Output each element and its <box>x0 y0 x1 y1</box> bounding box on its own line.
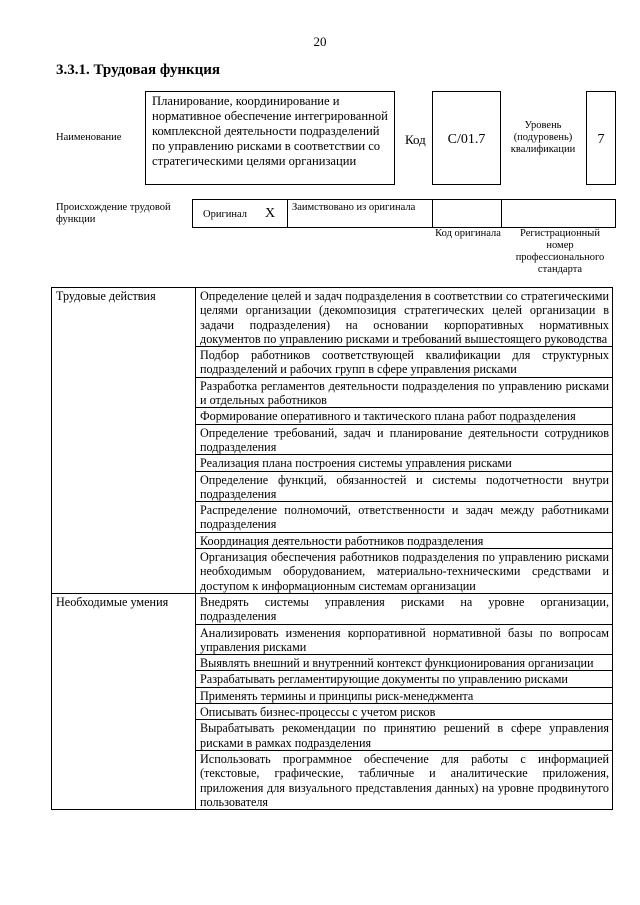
list-item: Формирование оперативного и тактического плана работ подразделения <box>196 408 613 424</box>
origin-label: Происхождение трудовой функции <box>56 202 171 225</box>
kod-label: Код <box>405 132 426 147</box>
list-item: Определение функций, обязанностей и системы подотчетности внутри подразделения <box>196 471 613 502</box>
level-value: 7 <box>586 91 616 185</box>
reg-number-cell <box>501 199 616 228</box>
list-item: Организация обеспечения работников подразделения по управлению рисками необходимым оборудованием, материально-техническими средствами и доступом к информационным системам организации <box>196 549 613 594</box>
list-item: Описывать бизнес-процессы с учетом рисков <box>196 704 613 720</box>
list-item: Подбор работников соответствующей квалификации для структурных подразделений и рабочих групп в сфере управления рисками <box>196 347 613 378</box>
table-row <box>52 593 613 624</box>
kod-value: С/01.7 <box>432 91 501 185</box>
naimenovanie-label: Наименование <box>56 132 122 143</box>
requirements-table <box>51 287 613 810</box>
reg-number-caption: Регистрационный номер профессионального стандарта <box>515 228 605 275</box>
list-item: Разработка регламентов деятельности подразделения по управлению рисками и отдельных работников <box>196 377 613 408</box>
level-label: Уровень (подуровень) квалификации <box>510 120 576 155</box>
list-item: Разрабатывать регламентирующие документы по управлению рисками <box>196 671 613 687</box>
section-header: Трудовые действия <box>52 288 196 594</box>
original-mark: X <box>265 206 276 221</box>
list-item: Вырабатывать рекомендации по принятию решений в сфере управления рисками в рамках подразделения <box>196 720 613 751</box>
list-item: Выявлять внешний и внутренний контекст функционирования организации <box>196 655 613 671</box>
list-item: Внедрять системы управления рисками на уровне организации, подразделения <box>196 593 613 624</box>
list-item: Применять термины и принципы риск-менеджмента <box>196 687 613 703</box>
kod-original-cell <box>432 199 502 228</box>
section-title: 3.3.1. Трудовая функция <box>56 62 221 78</box>
list-item: Распределение полномочий, ответственности и задач между работниками подразделения <box>196 502 613 533</box>
kod-original-caption: Код оригинала <box>435 228 501 239</box>
original-label: Оригинал <box>203 209 247 220</box>
table-row <box>52 288 613 347</box>
list-item: Координация деятельности работников подразделения <box>196 532 613 548</box>
section-header: Необходимые умения <box>52 593 196 809</box>
list-item: Использовать программное обеспечение для работы с информацией (текстовые, графические, табличные и аналитические приложения, приложения для визуального представления данных) на уровне продвинутого пользователя <box>196 750 613 809</box>
list-item: Определение целей и задач подразделения в соответствии со стратегическими целями организации (декомпозиция стратегических целей организации в задачи подразделения) на основании корпоративных нормативных документов по управлению рисками и требований вышестоящего руководства <box>196 288 613 347</box>
list-item: Определение требований, задач и планирование деятельности сотрудников подразделения <box>196 424 613 455</box>
function-name-box: Планирование, координирование и нормативное обеспечение интегрированной комплексной деятельности подразделений по управлению рисками в соответствии со стратегическими целями организации <box>145 91 395 185</box>
original-cell <box>192 199 288 228</box>
page-number: 20 <box>313 34 327 49</box>
list-item: Реализация плана построения системы управления рисками <box>196 455 613 471</box>
borrowed-cell: Заимствовано из оригинала <box>287 199 433 228</box>
list-item: Анализировать изменения корпоративной нормативной базы по вопросам управления рисками <box>196 624 613 655</box>
